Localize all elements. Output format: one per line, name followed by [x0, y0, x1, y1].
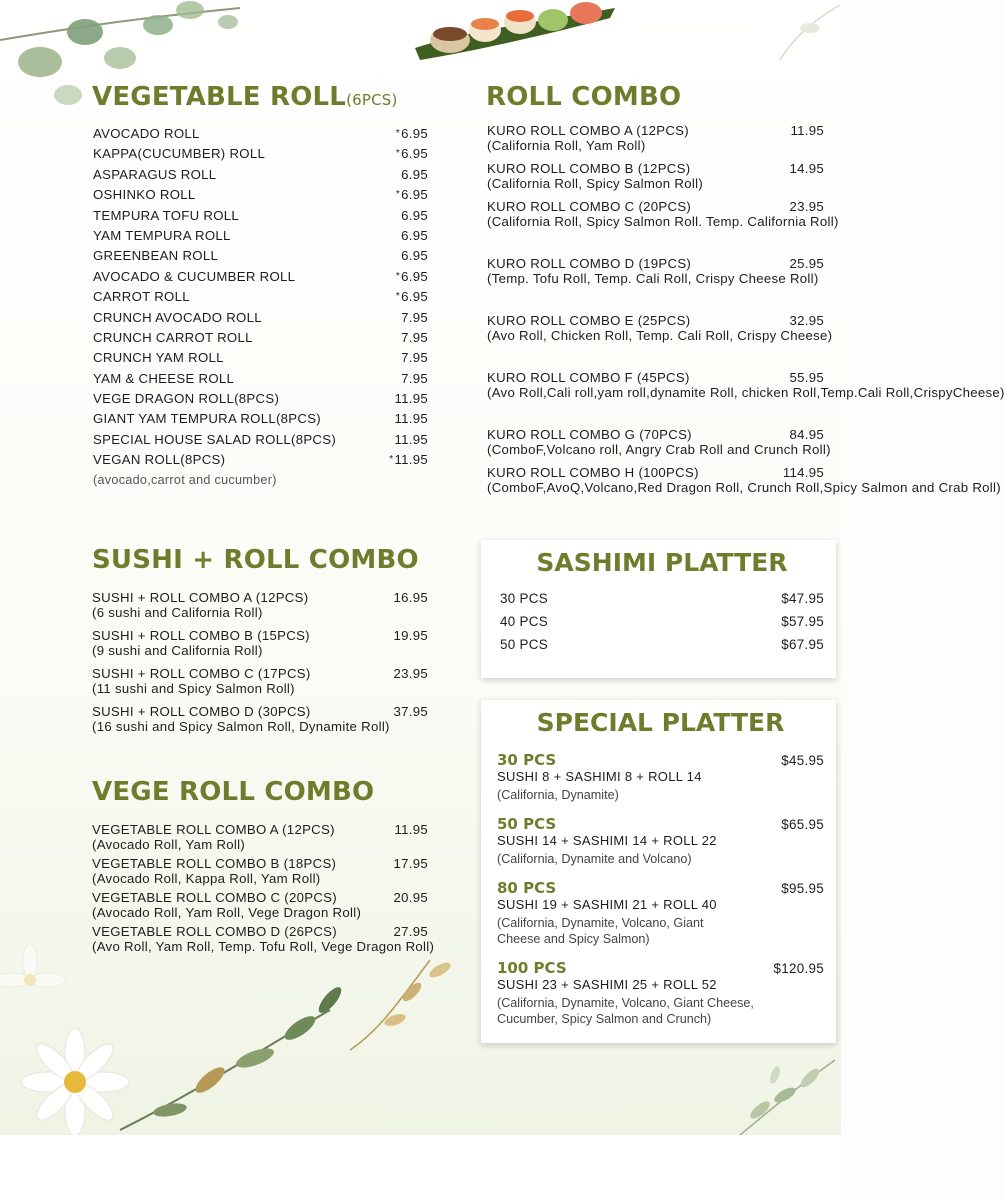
- menu-item: SUSHI + ROLL COMBO D (30PCS) 37.95 (16 sushi and Spicy Salmon Roll, Dynamite Roll): [92, 704, 428, 734]
- menu-item: VEGETABLE ROLL COMBO D (26PCS) 27.95 (Avo Roll, Yam Roll, Temp. Tofu Roll, Vege Dragon Roll): [92, 924, 435, 954]
- menu-item: AVOCADO & CUCUMBER ROLL *6.95: [93, 268, 428, 284]
- vegetable-roll-list: [93, 126, 428, 488]
- menu-item: KURO ROLL COMBO G (70PCS) 84.95 (ComboF,Volcano roll, Angry Crab Roll and Crunch Roll): [487, 427, 831, 457]
- menu-item: KURO ROLL COMBO D (19PCS) 25.95 (Temp. Tofu Roll, Temp. Cali Roll, Crispy Cheese Roll): [487, 256, 824, 286]
- menu-item: SPECIAL HOUSE SALAD ROLL(8PCS) 11.95: [93, 431, 428, 447]
- menu-item: VEGETABLE ROLL COMBO B (18PCS) 17.95 (Avocado Roll, Kappa Roll, Yam Roll): [92, 856, 428, 886]
- menu-item: GREENBEAN ROLL 6.95: [93, 248, 428, 264]
- daisy-flowers-illustration: [0, 940, 480, 1135]
- vege-roll-combo-title: VEGE ROLL COMBO: [92, 777, 375, 807]
- menu-item: KURO ROLL COMBO E (25PCS) 32.95 (Avo Roll, Chicken Roll, Temp. Cali Roll, Crispy Cheese): [487, 313, 833, 343]
- menu-item: KAPPA(CUCUMBER) ROLL *6.95: [93, 146, 428, 162]
- platter-row: 50 PCS $67.95: [500, 637, 824, 652]
- platter-row: 30 PCS $47.95: [500, 591, 824, 606]
- special-platter-card: [481, 700, 836, 1043]
- menu-item: KURO ROLL COMBO H (100PCS) 114.95 (ComboF,AvoQ,Volcano,Red Dragon Roll, Crunch Roll,Spicy Salmon and Crab Roll): [487, 465, 1001, 495]
- menu-item-footnote: (avocado,carrot and cucumber): [93, 472, 277, 487]
- menu-item: CARROT ROLL *6.95: [93, 289, 428, 305]
- menu-item: VEGETABLE ROLL COMBO C (20PCS) 20.95 (Avocado Roll, Yam Roll, Vege Dragon Roll): [92, 890, 428, 920]
- platter-item: 30 PCS $45.95 SUSHI 8 + SASHIMI 8 + ROLL 14 (California, Dynamite): [497, 751, 824, 802]
- menu-item: KURO ROLL COMBO C (20PCS) 23.95 (California Roll, Spicy Salmon Roll. Temp. California Roll): [487, 199, 839, 229]
- menu-item: KURO ROLL COMBO B (12PCS) 14.95 (California Roll, Spicy Salmon Roll): [487, 161, 824, 191]
- menu-item: VEGETABLE ROLL COMBO A (12PCS) 11.95 (Avocado Roll, Yam Roll): [92, 822, 428, 852]
- menu-item: ASPARAGUS ROLL 6.95: [93, 166, 428, 182]
- menu-item: GIANT YAM TEMPURA ROLL(8PCS) 11.95: [93, 411, 428, 427]
- platter-item: 80 PCS $95.95 SUSHI 19 + SASHIMI 21 + ROLL 40 (California, Dynamite, Volcano, Giant Cheese and Spicy Salmon): [497, 879, 824, 946]
- menu-item: VEGAN ROLL(8PCS) *11.95: [93, 452, 428, 468]
- platter-item: 100 PCS $120.95 SUSHI 23 + SASHIMI 25 + ROLL 52 (California, Dynamite, Volcano, Giant Cheese, Cucumber, Spicy Salmon and Crunch): [497, 959, 824, 1026]
- page-bottom-margin: [0, 1135, 841, 1200]
- menu-item: KURO ROLL COMBO F (45PCS) 55.95 (Avo Roll,Cali roll,yam roll,dynamite Roll, chicken Roll,Temp.Cali Roll,CrispyCheese): [487, 370, 1005, 400]
- sashimi-platter-title: SASHIMI PLATTER: [536, 548, 788, 577]
- menu-item: CRUNCH CARROT ROLL 7.95: [93, 329, 428, 345]
- menu-item: OSHINKO ROLL *6.95: [93, 187, 428, 203]
- menu-item: SUSHI + ROLL COMBO A (12PCS) 16.95 (6 sushi and California Roll): [92, 590, 428, 620]
- roll-combo-list: [487, 123, 1005, 522]
- menu-item: KURO ROLL COMBO A (12PCS) 11.95 (California Roll, Yam Roll): [487, 123, 824, 153]
- menu-item: AVOCADO ROLL *6.95: [93, 126, 428, 141]
- menu-item: YAM & CHEESE ROLL 7.95: [93, 370, 428, 386]
- platter-item: 50 PCS $65.95 SUSHI 14 + SASHIMI 14 + ROLL 22 (California, Dynamite and Volcano): [497, 815, 824, 866]
- menu-item: CRUNCH YAM ROLL 7.95: [93, 350, 428, 366]
- menu-item: TEMPURA TOFU ROLL 6.95: [93, 207, 428, 223]
- sushi-roll-combo-list: [92, 590, 428, 742]
- menu-item: VEGE DRAGON ROLL(8PCS) 11.95: [93, 391, 428, 407]
- sushi-roll-combo-title: SUSHI + ROLL COMBO: [92, 545, 419, 575]
- leaf-branch-illustration: [730, 1040, 841, 1140]
- floral-corner-illustration: [770, 0, 841, 60]
- menu-item: YAM TEMPURA ROLL 6.95: [93, 227, 428, 243]
- menu-item: SUSHI + ROLL COMBO B (15PCS) 19.95 (9 sushi and California Roll): [92, 628, 428, 658]
- platter-row: 40 PCS $57.95: [500, 614, 824, 629]
- sashimi-platter-card: [481, 540, 836, 678]
- vegetable-roll-title: VEGETABLE ROLL(6PCS): [92, 82, 398, 112]
- menu-item: SUSHI + ROLL COMBO C (17PCS) 23.95 (11 sushi and Spicy Salmon Roll): [92, 666, 428, 696]
- menu-item: CRUNCH AVOCADO ROLL 7.95: [93, 309, 428, 325]
- roll-combo-title: ROLL COMBO: [486, 82, 682, 112]
- sushi-platter-image: [410, 0, 620, 65]
- special-platter-title: SPECIAL PLATTER: [536, 708, 785, 737]
